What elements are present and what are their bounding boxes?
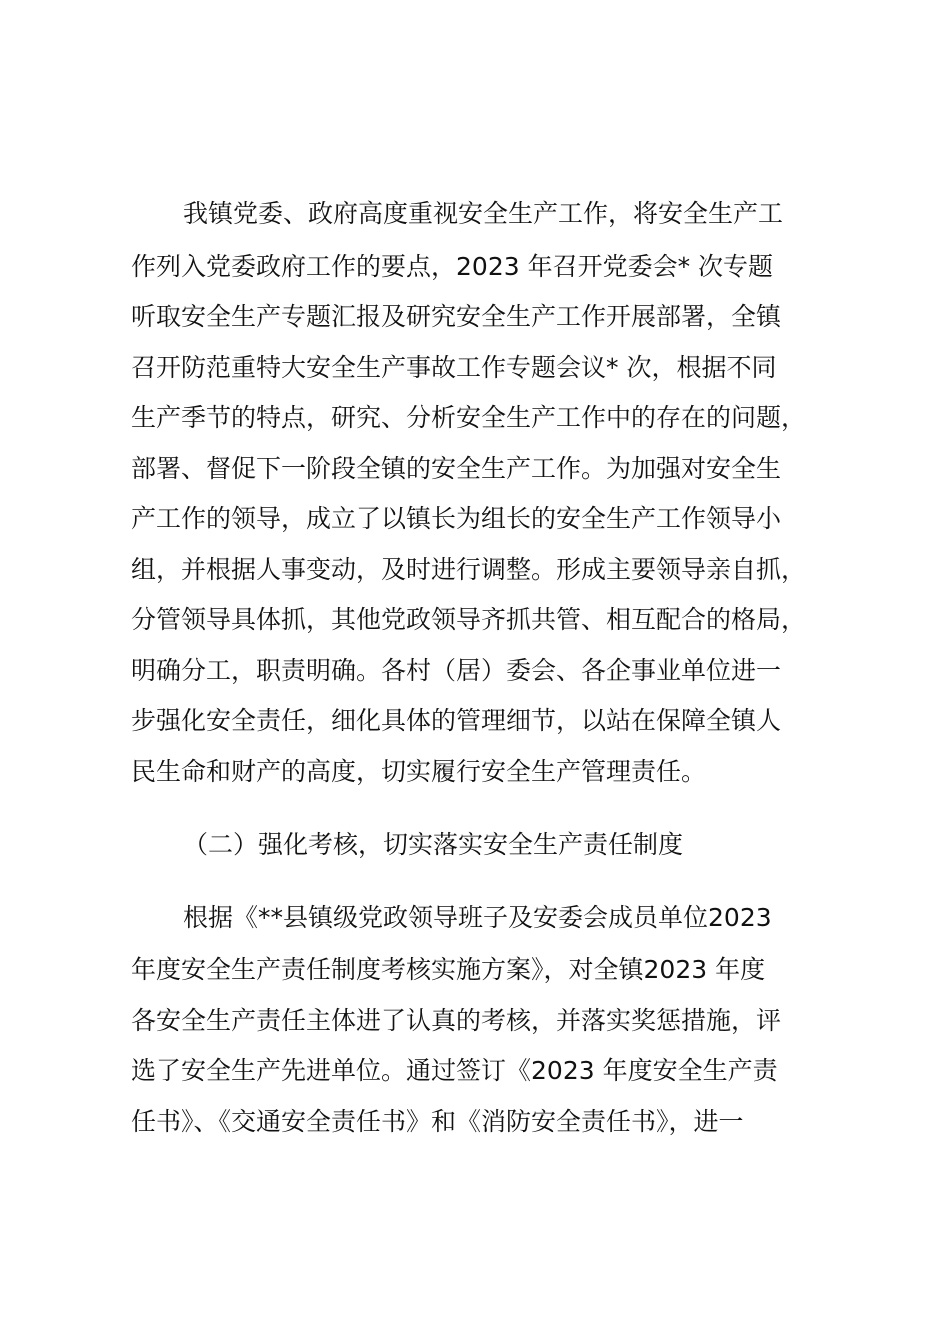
- paragraph-line: 部署、督促下一阶段全镇的安全生产工作。为加强对安全生: [131, 454, 782, 483]
- paragraph-line: 生产季节的特点，研究、分析安全生产工作中的存在的问题，: [131, 403, 807, 432]
- paragraph-line: 明确分工，职责明确。各村（居）委会、各企事业单位进一: [131, 656, 782, 685]
- paragraph-line: 召开防范重特大安全生产事故工作专题会议* 次，根据不同: [131, 353, 777, 382]
- section-heading: （二）强化考核，切实落实安全生产责任制度: [183, 830, 684, 859]
- paragraph-line: 民生命和财产的高度，切实履行安全生产管理责任。: [131, 757, 707, 786]
- paragraph-line: 各安全生产责任主体进了认真的考核，并落实奖惩措施，评: [131, 1006, 782, 1035]
- paragraph-line: 作列入党委政府工作的要点，2023 年召开党委会* 次专题: [131, 252, 774, 281]
- paragraph-line: 组，并根据人事变动，及时进行调整。形成主要领导亲自抓，: [131, 555, 807, 584]
- paragraph-line: 我镇党委、政府高度重视安全生产工作，将安全生产工: [183, 199, 784, 228]
- paragraph-line: 听取安全生产专题汇报及研究安全生产工作开展部署，全镇: [131, 302, 782, 331]
- paragraph-line: 任书》、《交通安全责任书》和《消防安全责任书》，进一: [131, 1107, 744, 1136]
- paragraph-line: 步强化安全责任，细化具体的管理细节，以站在保障全镇人: [131, 706, 782, 735]
- paragraph-line: 产工作的领导，成立了以镇长为组长的安全生产工作领导小: [131, 504, 782, 533]
- paragraph-line: 根据《**县镇级党政领导班子及安委会成员单位2023: [183, 903, 772, 932]
- paragraph-line: 分管领导具体抓，其他党政领导齐抓共管、相互配合的格局，: [131, 605, 807, 634]
- paragraph-line: 选了安全生产先进单位。通过签订《2023 年度安全生产责: [131, 1056, 778, 1085]
- paragraph-line: 年度安全生产责任制度考核实施方案》，对全镇2023 年度: [131, 955, 766, 984]
